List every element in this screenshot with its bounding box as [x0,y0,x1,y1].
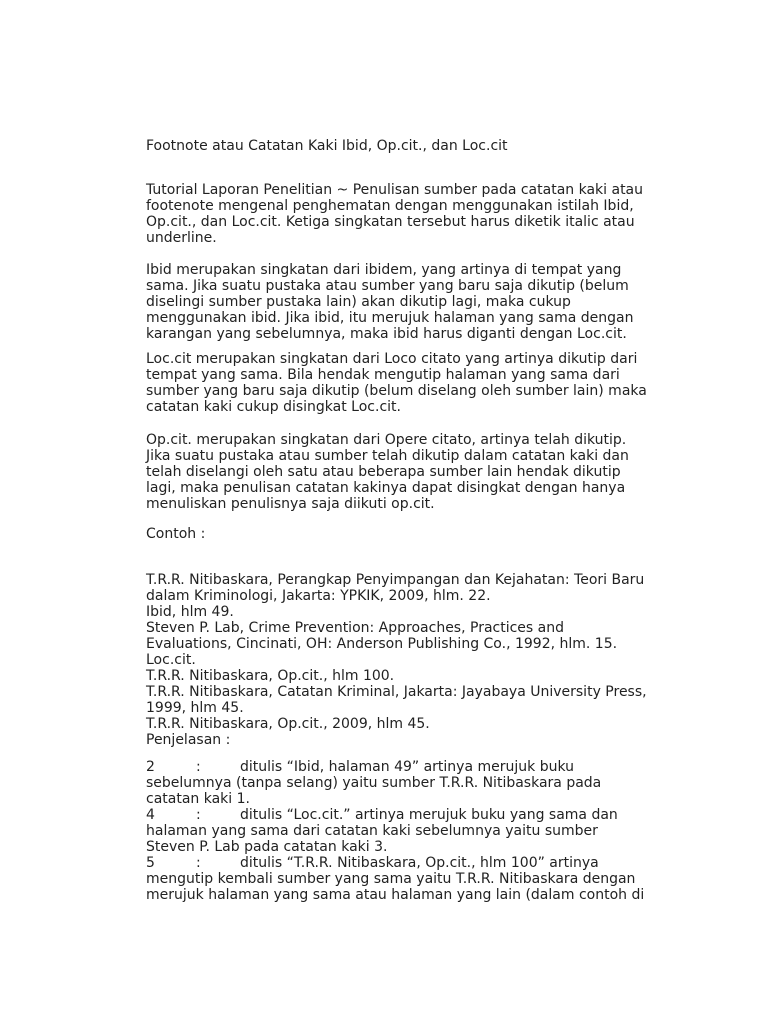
text-line: telah diselangi oleh satu atau beberapa sumber lain hendak dikutip [146,464,621,480]
text-line: tempat yang sama. Bila hendak mengutip halaman yang sama dari [146,367,620,383]
reference-line: T.R.R. Nitibaskara, Op.cit., 2009, hlm 45. [146,716,430,732]
text-line: mengutip kembali sumber yang sama yaitu T.R.R. Nitibaskara dengan [146,871,636,887]
contoh-label: Contoh : [146,526,206,542]
reference-line: T.R.R. Nitibaskara, Perangkap Penyimpangan dan Kejahatan: Teori Baru [146,572,645,588]
penjelasan-label: Penjelasan : [146,732,231,748]
item-colon: : [196,807,201,823]
text-line: footenote mengenal penghematan dengan menggunakan istilah Ibid, [146,198,634,214]
text-line: catatan kaki 1. [146,791,250,807]
reference-line: 1999, hlm 45. [146,700,244,716]
text-line: diselingi sumber pustaka lain) akan dikutip lagi, maka cukup [146,294,571,310]
item-text: ditulis “Ibid, halaman 49” artinya merujuk buku [240,759,574,775]
paragraph-opcit [146,432,666,512]
text-line: Op.cit., dan Loc.cit. Ketiga singkatan tersebut harus diketik italic atau [146,214,635,230]
text-line: sama. Jika suatu pustaka atau sumber yang baru saja dikutip (belum [146,278,629,294]
text-line: sebelumnya (tanpa selang) yaitu sumber T.R.R. Nitibaskara pada [146,775,602,791]
paragraph-loccit [146,351,666,415]
reference-line: Steven P. Lab, Crime Prevention: Approaches, Practices and [146,620,564,636]
text-line: Loc.cit merupakan singkatan dari Loco citato yang artinya dikutip dari [146,351,638,367]
text-line: halaman yang sama dari catatan kaki sebelumnya yaitu sumber [146,823,598,839]
item-number: 4 [146,807,155,823]
text-line: Ibid merupakan singkatan dari ibidem, yang artinya di tempat yang [146,262,622,278]
reference-line: Loc.cit. [146,652,196,668]
text-line: sumber yang baru saja dikutip (belum diselang oleh sumber lain) maka [146,383,647,399]
item-text: ditulis “Loc.cit.” artinya merujuk buku yang sama dan [240,807,618,823]
item-text: ditulis “T.R.R. Nitibaskara, Op.cit., hlm 100” artinya [240,855,599,871]
text-line: Op.cit. merupakan singkatan dari Opere citato, artinya telah dikutip. [146,432,627,448]
item-colon: : [196,759,201,775]
text-line: karangan yang sebelumnya, maka ibid harus diganti dengan Loc.cit. [146,326,627,342]
item-colon: : [196,855,201,871]
explanation-item-5 [146,855,666,871]
reference-line: T.R.R. Nitibaskara, Catatan Kriminal, Jakarta: Jayabaya University Press, [146,684,647,700]
text-line: Jika suatu pustaka atau sumber telah dikutip dalam catatan kaki dan [146,448,629,464]
explanation-item-2 [146,759,666,775]
explanation-item-4 [146,807,666,823]
item-number: 2 [146,759,155,775]
text-line: Steven P. Lab pada catatan kaki 3. [146,839,388,855]
text-line: merujuk halaman yang sama atau halaman yang lain (dalam contoh di [146,887,645,903]
reference-line: T.R.R. Nitibaskara, Op.cit., hlm 100. [146,668,395,684]
paragraph-intro [146,182,666,246]
document-title: Footnote atau Catatan Kaki Ibid, Op.cit., dan Loc.cit [146,138,508,154]
text-line: menggunakan ibid. Jika ibid, itu merujuk halaman yang sama dengan [146,310,634,326]
text-line: catatan kaki cukup disingkat Loc.cit. [146,399,401,415]
item-number: 5 [146,855,155,871]
reference-list [146,572,666,748]
text-line: menuliskan penulisnya saja diikuti op.cit. [146,496,435,512]
text-line: underline. [146,230,217,246]
reference-line: Evaluations, Cincinati, OH: Anderson Publishing Co., 1992, hlm. 15. [146,636,618,652]
paragraph-ibid [146,262,666,342]
text-line: lagi, maka penulisan catatan kakinya dapat disingkat dengan hanya [146,480,626,496]
reference-line: Ibid, hlm 49. [146,604,234,620]
text-line: Tutorial Laporan Penelitian ~ Penulisan sumber pada catatan kaki atau [146,182,644,198]
explanation-list [146,759,666,903]
reference-line: dalam Kriminologi, Jakarta: YPKIK, 2009, hlm. 22. [146,588,491,604]
